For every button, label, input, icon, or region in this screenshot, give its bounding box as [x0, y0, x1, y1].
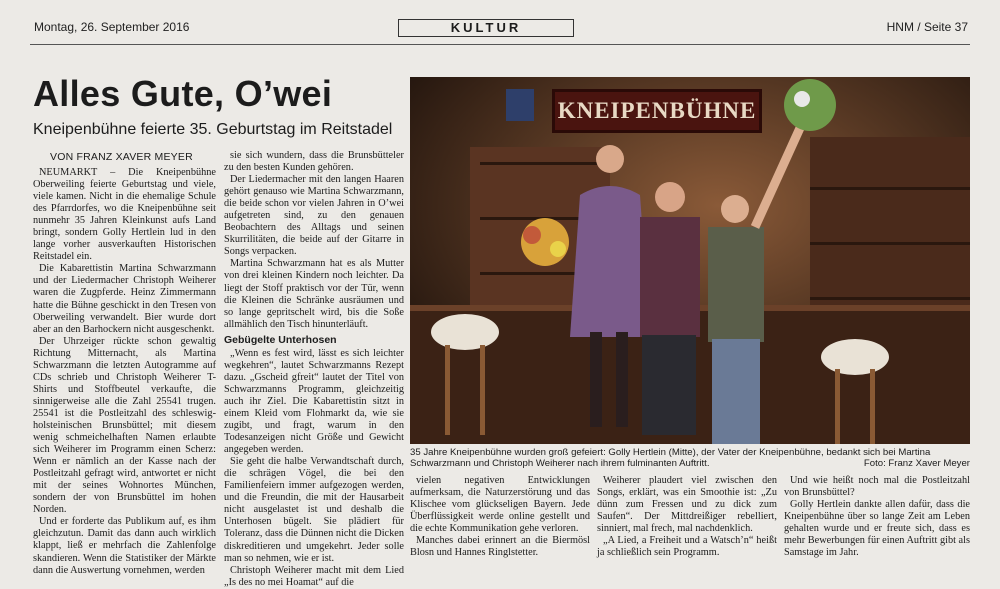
- paragraph: Golly Hertlein dankte allen dafür, dass die Kneipenbühne über so lange Zeit am Leben gehalten wurde und er freute sich, dass es mehr Bewerbungen für einen Auftritt gibt als Samstage im Jahr.: [784, 499, 970, 559]
- section-label: KULTUR: [398, 19, 574, 37]
- caption-text: 35 Jahre Kneipenbühne wurden groß gefeiert: Golly Hertlein (Mitte), der Vater der Kneipenbühne, bedankt sich bei Martina Schwarzmann und Christoph Weiherer nach ihrem fulminanten Auftritt.: [410, 447, 931, 470]
- article-column-5: [784, 475, 970, 567]
- header-rule: [30, 44, 970, 45]
- paragraph: „A Lied, a Freiheit und a Watsch’n“ heißt ja schließlich sein Programm.: [597, 535, 777, 559]
- issue-date: Montag, 26. September 2016: [34, 20, 190, 34]
- paragraph: Und er forderte das Publikum auf, es ihm gleichzutun. Damit das dann auch wirklich klappt, ließ er mehrfach die Zahlenfolge skandieren. Wenn die Statistiker der Märkte dann die Auswertung vornehmen, werden: [33, 516, 216, 576]
- paragraph: vielen negativen Entwicklungen aufmerksam, die Naturzerstörung und das Klischee vom glückseligen Bayern. Jede Überflüssigkeit werde online gestellt und die echte Kommunikation gehe verloren.: [410, 475, 590, 535]
- paragraph: Sie geht die halbe Verwandtschaft durch, die schrägen Vögel, die bei den Familienfeiern immer aufgezogen werden, und die Freundin, die mit der Hausarbeit nicht ausgelastet ist und deshalb die Unterhosen bügelt. Sie plädiert für Toleranz, dass die Dünnen nicht die Dicken diskreditieren und umgekehrt. Jeder solle man so nehmen, wie er ist.: [224, 456, 404, 564]
- article-column-1: [33, 167, 216, 576]
- paragraph: Die Kabarettistin Martina Schwarzmann und der Liedermacher Christoph Weiherer waren die Zugpferde. Heinz Zimmermann hatte die Bühne geschickt in den Tresen von Oberweiling verwandelt. Bier wurde dort aber an den Barhockern nicht ausgeschenkt.: [33, 263, 216, 335]
- paragraph: Weiherer plaudert viel zwischen den Songs, erklärt, was ein Smoothie ist: „Zu dünn zum Fressen und zu dick zum Saufen“. Der Mittdreißiger rebelliert, sinniert, mal frech, mal nachdenklich.: [597, 475, 777, 535]
- article-photo: [410, 77, 970, 444]
- paragraph: NEUMARKT – Die Kneipenbühne Oberweiling feierte Geburtstag und viele, viele kamen. Nicht in die ehemalige Schule des Pfarrdorfes, wo die Kneipenbühne seit nunmehr 35 Jahren Kleinkunst aufs Land bringt, sondern Golly Hertlein lud in den lange vorher ausverkauften Historischen Reitstadel ein.: [33, 167, 216, 263]
- paragraph: Manches dabei erinnert an die Biermösl Blosn und Hannes Ringlstetter.: [410, 535, 590, 559]
- paragraph: Der Liedermacher mit den langen Haaren gehört genauso wie Martina Schwarzmann, die beide schon vor vielen Jahren in O’wei aufgetreten sind, zu den genauen Beobachtern des Alltags und seinen Skurrilitäten, die beide auf der Gitarre in Songs verpacken.: [224, 174, 404, 258]
- paragraph: Martina Schwarzmann hat es als Mutter von drei kleinen Kindern noch leichter. Da liegt der Stoff praktisch vor der Tür, wenn die Kleinen die Schränke ausräumen und so lange gepritschelt wird, bis die Soße allmählich den Tisch hinunterläuft.: [224, 258, 404, 330]
- article-column-3: [410, 475, 590, 567]
- paragraph: „Wenn es fest wird, lässt es sich leichter wegkehren“, lautet Schwarzmanns Rezept dazu. „Gscheid gfreit“ lautet der Titel von Schwarzmanns Programm, gleichzeitig auch ihr Ziel. Die Kabarettistin sitzt in einem Kleid vom Flohmarkt da, wie sie zugibt, und fragt, warum in den Todesanzeigen nicht Größe und Gewicht angegeben werden.: [224, 347, 404, 456]
- paragraph: Und wie heißt noch mal die Postleitzahl von Brunsbüttel?: [784, 475, 970, 499]
- byline: VON FRANZ XAVER MEYER: [50, 151, 193, 163]
- section-heading: Gebügelte Unterhosen: [224, 333, 337, 346]
- article-column-4: [597, 475, 777, 567]
- paragraph: Der Uhrzeiger rückte schon gewaltig Richtung Mitternacht, als Martina Schwarzmann die letzten Autogramme auf CDs schrieb und Christoph Weiherer T-Shirts und Stoffbeutel verkaufte, die sinnigerweise alle die Zahl 25541 trugen. 25541 ist die Postleitzahl des schleswig-holsteinischen Brunsbüttel; mit diesem wenig schmeichelhaften Namen erlaubte sich Weiherer im Programm einen Scherz: Wenn er nämlich an der Kasse nach der Postleitzahl gefragt wird, antwortet er nicht mit der seines Wohnortes München, sondern der von Brunsbüttel im hohen Norden.: [33, 335, 216, 516]
- kneipenbuehne-sign: KNEIPENBÜHNE: [552, 89, 762, 133]
- photo-credit: Foto: Franz Xaver Meyer: [863, 458, 970, 470]
- photo-caption: [410, 447, 970, 470]
- paragraph: Christoph Weiherer macht mit dem Lied „Is des no mei Hoamat“ auf die: [224, 564, 404, 588]
- article-subheadline: Kneipenbühne feierte 35. Geburtstag im Reitstadel: [33, 121, 393, 138]
- article-column-2: [224, 150, 404, 588]
- page-number: HNM / Seite 37: [886, 20, 968, 34]
- article-headline: Alles Gute, O’wei: [33, 73, 333, 114]
- paragraph: sie sich wundern, dass die Brunsbütteler zu den besten Kunden gehören.: [224, 150, 404, 174]
